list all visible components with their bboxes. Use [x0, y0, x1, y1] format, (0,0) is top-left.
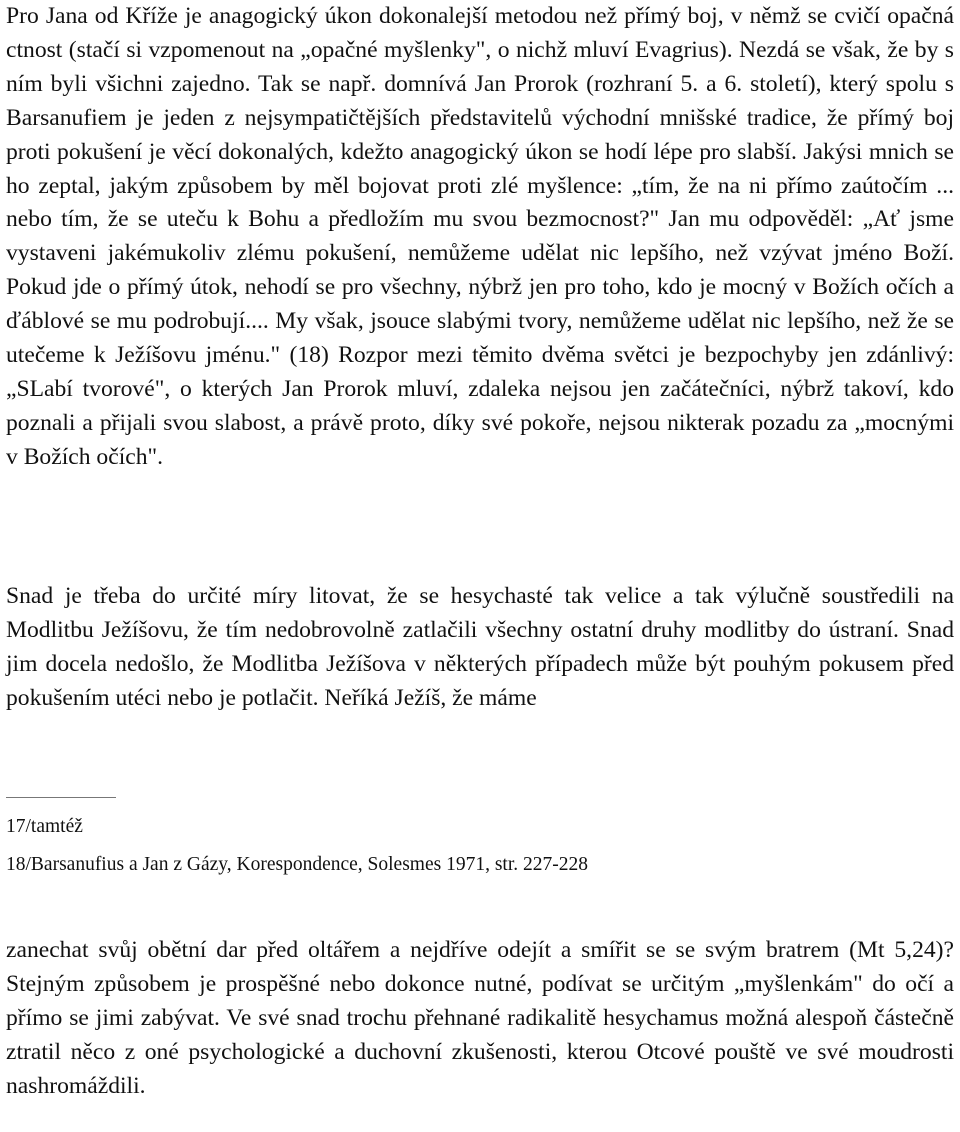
footnote: 17/tamtéž: [6, 816, 83, 837]
footnote-divider: [6, 797, 116, 798]
body-paragraph: Pro Jana od Kříže je anagogický úkon dokonalejší metodou než přímý boj, v němž se cvičí opačná ctnost (stačí si vzpomenout na „opačné myšlenky", o nichž mluví Evagrius). Nezdá se však, že by s ním byli všichni zajedno. Tak se např. domnívá Jan Prorok (rozhraní 5. a 6. století), který spolu s Barsanufiem je jeden z nejsympatičtějších představitelů východní mnišské tradice, že přímý boj proti pokušení je věcí dokonalých, kdežto anagogický úkon se hodí lépe pro slabší. Jakýsi mnich se ho zeptal, jakým způsobem by měl bojovat proti zlé myšlence: „tím, že na ni přímo zaútočím ... nebo tím, že se uteču k Bohu a předložím mu svou bezmocnost?" Jan mu odpověděl: „Ať jsme vystaveni jakémukoliv zlému pokušení, nemůžeme udělat nic lepšího, než vzývat jméno Boží. Pokud jde o přímý útok, nehodí se pro všechny, nýbrž jen pro toho, kdo je mocný v Božích očích a ďáblové se mu podrobují.... My však, jsouce slabými tvory, nemůžeme udělat nic lepšího, než že se utečeme k Ježíšovu jménu." (18) Rozpor mezi těmito dvěma světci je bezpochyby jen zdánlivý: „SLabí tvorové", o kterých Jan Prorok mluví, zdaleka nejsou jen začátečníci, nýbrž takoví, kdo poznali a přijali svou slabost, a právě proto, díky své pokoře, nejsou nikterak pozadu za „mocnými v Božích očích".: [6, 3, 954, 470]
footnote: 18/Barsanufius a Jan z Gázy, Korespondence, Solesmes 1971, str. 227-228: [6, 854, 588, 875]
body-paragraph: Snad je třeba do určité míry litovat, že se hesychasté tak velice a tak výlučně soustředili na Modlitbu Ježíšovu, že tím nedobrovolně zatlačili všechny ostatní druhy modlitby do ústraní. Snad jim docela nedošlo, že Modlitba Ježíšova v některých případech může být pouhým pokusem před pokušením utéci nebo je potlačit. Neříká Ježíš, že máme: [6, 583, 954, 711]
body-paragraph: zanechat svůj obětní dar před oltářem a nejdříve odejít a smířit se se svým bratrem (Mt 5,24)? Stejným způsobem je prospěšné nebo dokonce nutné, podívat se určitým „myšlenkám" do očí a přímo se jimi zabývat. Ve své snad trochu přehnané radikalitě hesychamus možná alespoň částečně ztratil něco z oné psychologické a duchovní zkušenosti, kterou Otcové pouště ve své moudrosti nashromáždili.: [6, 937, 954, 1099]
